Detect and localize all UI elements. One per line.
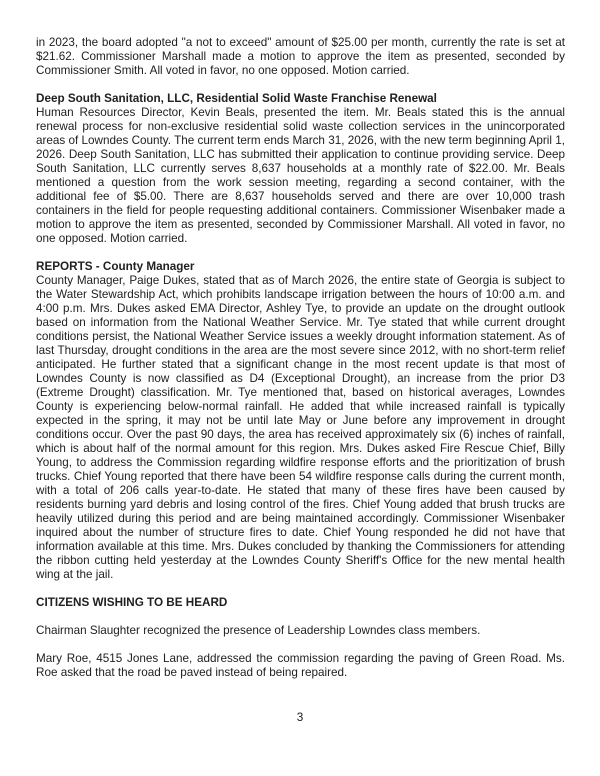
section-heading-citizens-wishing-to-be-heard: CITIZENS WISHING TO BE HEARD	[36, 596, 228, 609]
paragraph-deep-south-sanitation: Human Resources Director, Kevin Beals, presented the item. Mr. Beals stated this is the annual renewal process for non-exclusive residential solid waste collection services in the unincorporated areas of Lowndes County. The current term ends March 31, 2026, with the new term beginning April 1, 2026. Deep South Sanitation, LLC has submitted their application to continue providing service. Deep South Sanitation, LLC currently serves 8,637 households at a monthly rate of $22.00. Mr. Beals mentioned a question from the work session meeting, regarding a second container, with the additional fee of $5.00. There are 8,637 households served and there are over 10,000 trash containers in the field for people requesting additional containers. Commissioner Wisenbaker made a motion to approve the item as presented, seconded by Commissioner Marshall. All voted in favor, no one opposed. Motion carried.	[36, 106, 565, 245]
paragraph-mary-roe-green-road: Mary Roe, 4515 Jones Lane, addressed the commission regarding the paving of Green Road. Ms. Roe asked that the road be paved instead of being repaired.	[36, 652, 565, 679]
page-number: 3	[296, 711, 304, 724]
paragraph-county-manager-report: County Manager, Paige Dukes, stated that as of March 2026, the entire state of Georgia is subject to the Water Stewardship Act, which prohibits landscape irrigation between the hours of 10:00 a.m. and 4:00 p.m. Mrs. Dukes asked EMA Director, Ashley Tye, to provide an update on the drought outlook based on information from the National Weather Service. Mr. Tye stated that while current drought conditions persist, the National Weather Service issues a weekly drought information statement. As of last Thursday, drought conditions in the area are the most severe since 2012, with no short-term relief anticipated. He further stated that a significant change in the most recent update is that most of Lowndes County is now classified as D4 (Exceptional Drought), an increase from the prior D3 (Extreme Drought) classification. Mr. Tye mentioned that, based on historical averages, Lowndes County is experiencing below-normal rainfall. He added that while increased rainfall is typically expected in the spring, it may not be until late May or June before any improvement in drought conditions occur. Over the past 90 days, the area has received approximately six (6) inches of rainfall, which is about half of the normal amount for this region. Mrs. Dukes asked Fire Rescue Chief, Billy Young, to address the Commission regarding wildfire response efforts and the prioritization of brush trucks. Chief Young reported that there have been 54 wildfire response calls during the current month, with a total of 206 calls year-to-date. He stated that many of these fires have been caused by residents burning yard debris and losing control of the fires. Chief Young added that brush trucks are heavily utilized during this period and are being maintained accordingly. Commissioner Wisenbaker inquired about the number of structure fires to date. Chief Young responded he did not have that information available at this time. Mrs. Dukes concluded by thanking the Commissioners for attending the ribbon cutting held yesterday at the Lowndes County Sheriff's Office for the new mental health wing at the jail.	[36, 274, 565, 581]
paragraph-chairman-recognition: Chairman Slaughter recognized the presence of Leadership Lowndes class members.	[36, 624, 481, 637]
paragraph-franchise-rate-continued: in 2023, the board adopted "a not to exceed" amount of $25.00 per month, currently the rate is set at $21.62. Commissioner Marshall made a motion to approve the item as presented, seconded by Commissioner Smith. All voted in favor, no one opposed. Motion carried.	[36, 36, 565, 77]
section-heading-deep-south-sanitation: Deep South Sanitation, LLC, Residential Solid Waste Franchise Renewal	[36, 92, 437, 105]
section-heading-reports-county-manager: REPORTS - County Manager	[36, 260, 195, 273]
